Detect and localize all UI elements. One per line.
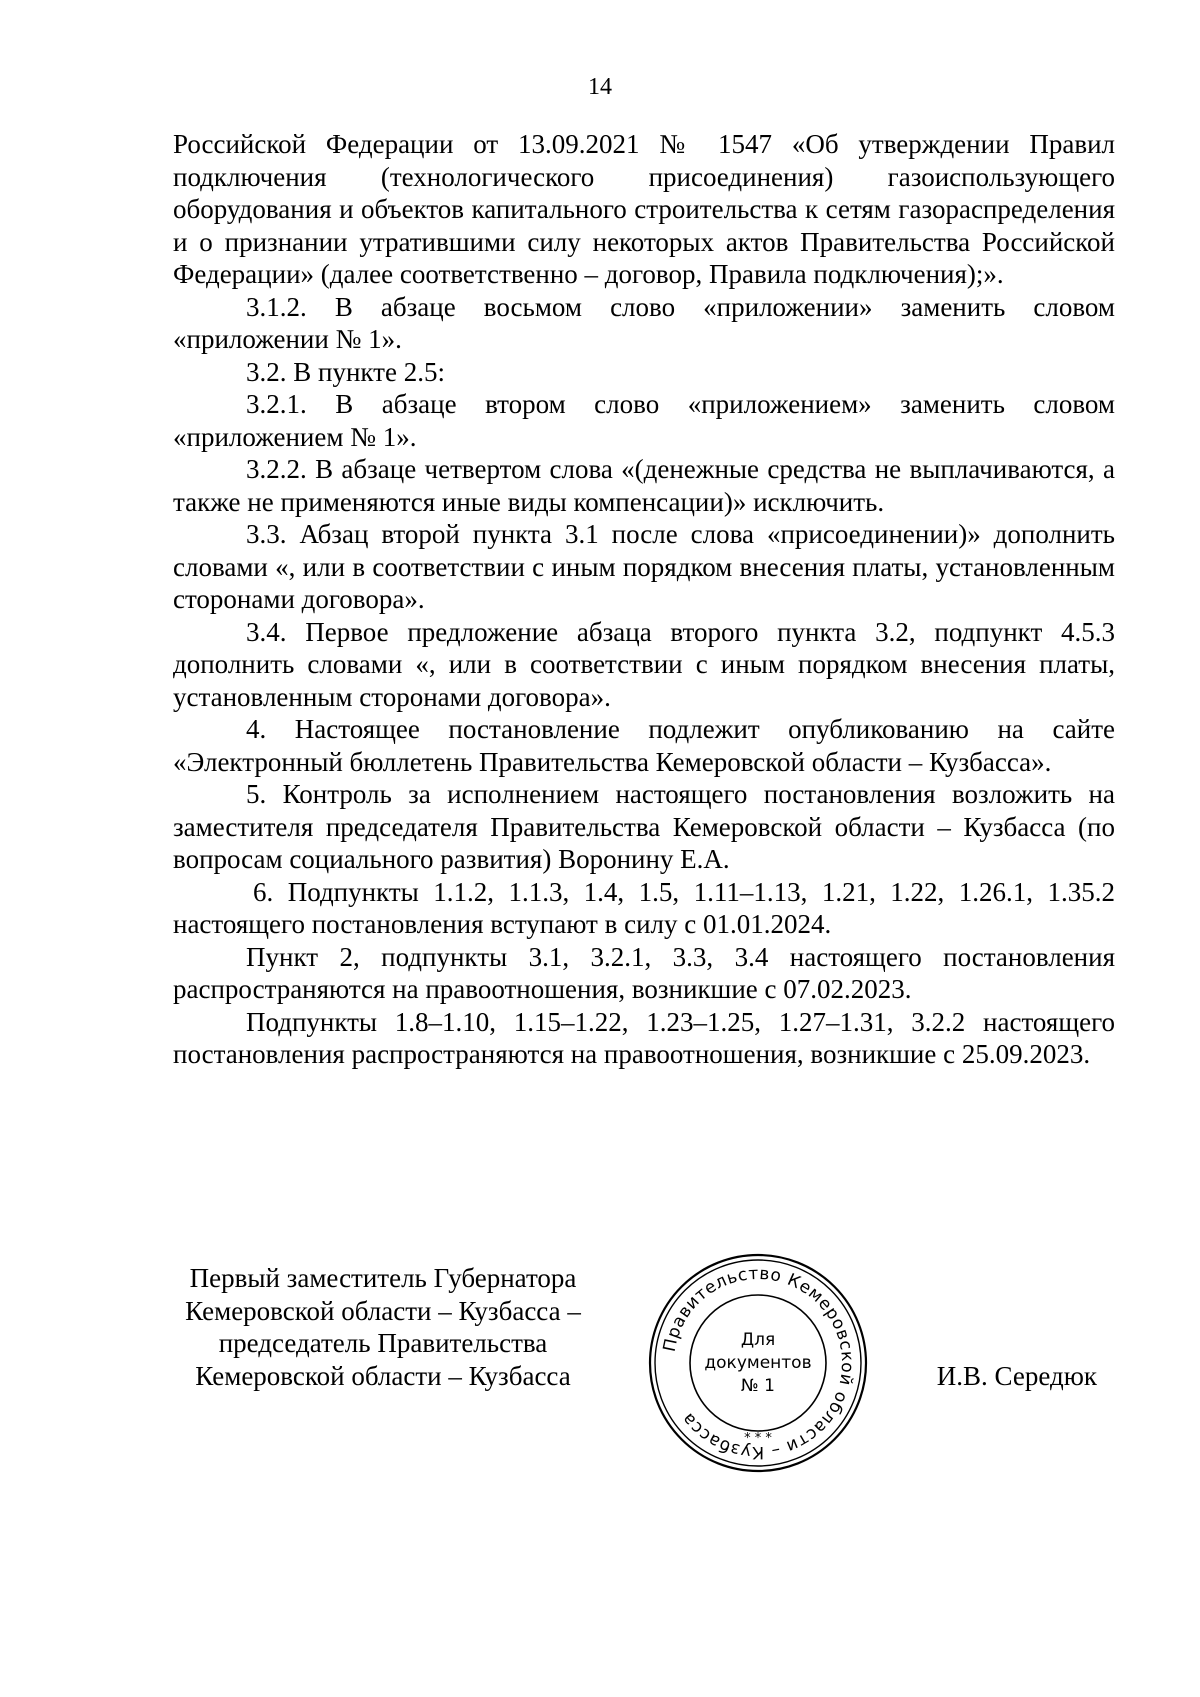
paragraph-3-2-1: 3.2.1. В абзаце втором слово «приложением» заменить словом «приложением № 1». xyxy=(173,389,1115,452)
signature-block xyxy=(173,1262,1115,1512)
paragraph-5: 5. Контроль за исполнением настоящего постановления возложить на заместителя председателя Правительства Кемеровской области – Кузбасса (по вопросам социального развития) Воронину Е.А. xyxy=(173,779,1115,874)
paragraph-3-1-2: 3.1.2. В абзаце восьмом слово «приложении» заменить словом «приложении № 1». xyxy=(173,291,1115,354)
signer-title-line: Первый заместитель Губернатора xyxy=(189,1263,577,1293)
paragraph-4: 4. Настоящее постановление подлежит опубликованию на сайте «Электронный бюллетень Правительства Кемеровской области – Кузбасса». xyxy=(173,714,1115,777)
seal-center-line-3: № 1 xyxy=(741,1376,775,1396)
paragraph-3-2-2: 3.2.2. В абзаце четвертом слова «(денежные средства не выплачиваются, а также не применяются иные виды компенсации)» исключить. xyxy=(173,454,1115,517)
paragraph-6-clause-2: Пункт 2, подпункты 3.1, 3.2.1, 3.3, 3.4 настоящего постановления распространяются на правоотношения, возникшие с 07.02.2023. xyxy=(173,941,1115,1004)
paragraph-continuation: Российской Федерации от 13.09.2021 № 1547 «Об утверждении Правил подключения (технологического присоединения) газоиспользующего оборудования и объектов капитального строительства к сетям газораспределения и о признании утратившими силу некоторых актов Правительства Российской Федерации» (далее соответственно – договор, Правила подключения);». xyxy=(173,129,1115,289)
page-number: 14 xyxy=(588,74,612,100)
seal-ring-text: Правительство Кемеровской области – Кузбасса xyxy=(659,1263,858,1463)
signer-title-line: Кемеровской области – Кузбасса xyxy=(195,1360,571,1391)
signer-title-line: Кемеровской области – Кузбасса – xyxy=(185,1295,581,1326)
signer-title-line: председатель Правительства xyxy=(218,1328,548,1358)
paragraph-6: 6. Подпункты 1.1.2, 1.1.3, 1.4, 1.5, 1.11–1.13, 1.21, 1.22, 1.26.1, 1.35.2 настоящего постановления вступают в силу с 01.01.2024. xyxy=(173,876,1115,939)
paragraph-3-4: 3.4. Первое предложение абзаца второго пункта 3.2, подпункт 4.5.3 дополнить словами «, или в соответствии с иным порядком внесения платы, установленным сторонами договора». xyxy=(173,616,1115,712)
seal-center-line-2: документов xyxy=(704,1353,812,1373)
seal-center-line-1: Для xyxy=(740,1330,776,1350)
paragraph-3-3: 3.3. Абзац второй пункта 3.1 после слова «присоединении)» дополнить словами «, или в соответствии с иным порядком внесения платы, установленным сторонами договора». xyxy=(173,519,1115,614)
paragraph-3-2: 3.2. В пункте 2.5: xyxy=(246,356,445,387)
document-body xyxy=(173,128,1115,1071)
official-seal-stamp xyxy=(645,1250,871,1476)
paragraph-6-clause-3: Подпункты 1.8–1.10, 1.15–1.22, 1.23–1.25, 1.27–1.31, 3.2.2 настоящего постановления распространяются на правоотношения, возникшие с 25.09.2023. xyxy=(173,1006,1115,1069)
signer-title xyxy=(173,1262,593,1392)
signer-name: И.В. Середюк xyxy=(936,1361,1097,1391)
seal-stars: * * * xyxy=(744,1431,772,1446)
